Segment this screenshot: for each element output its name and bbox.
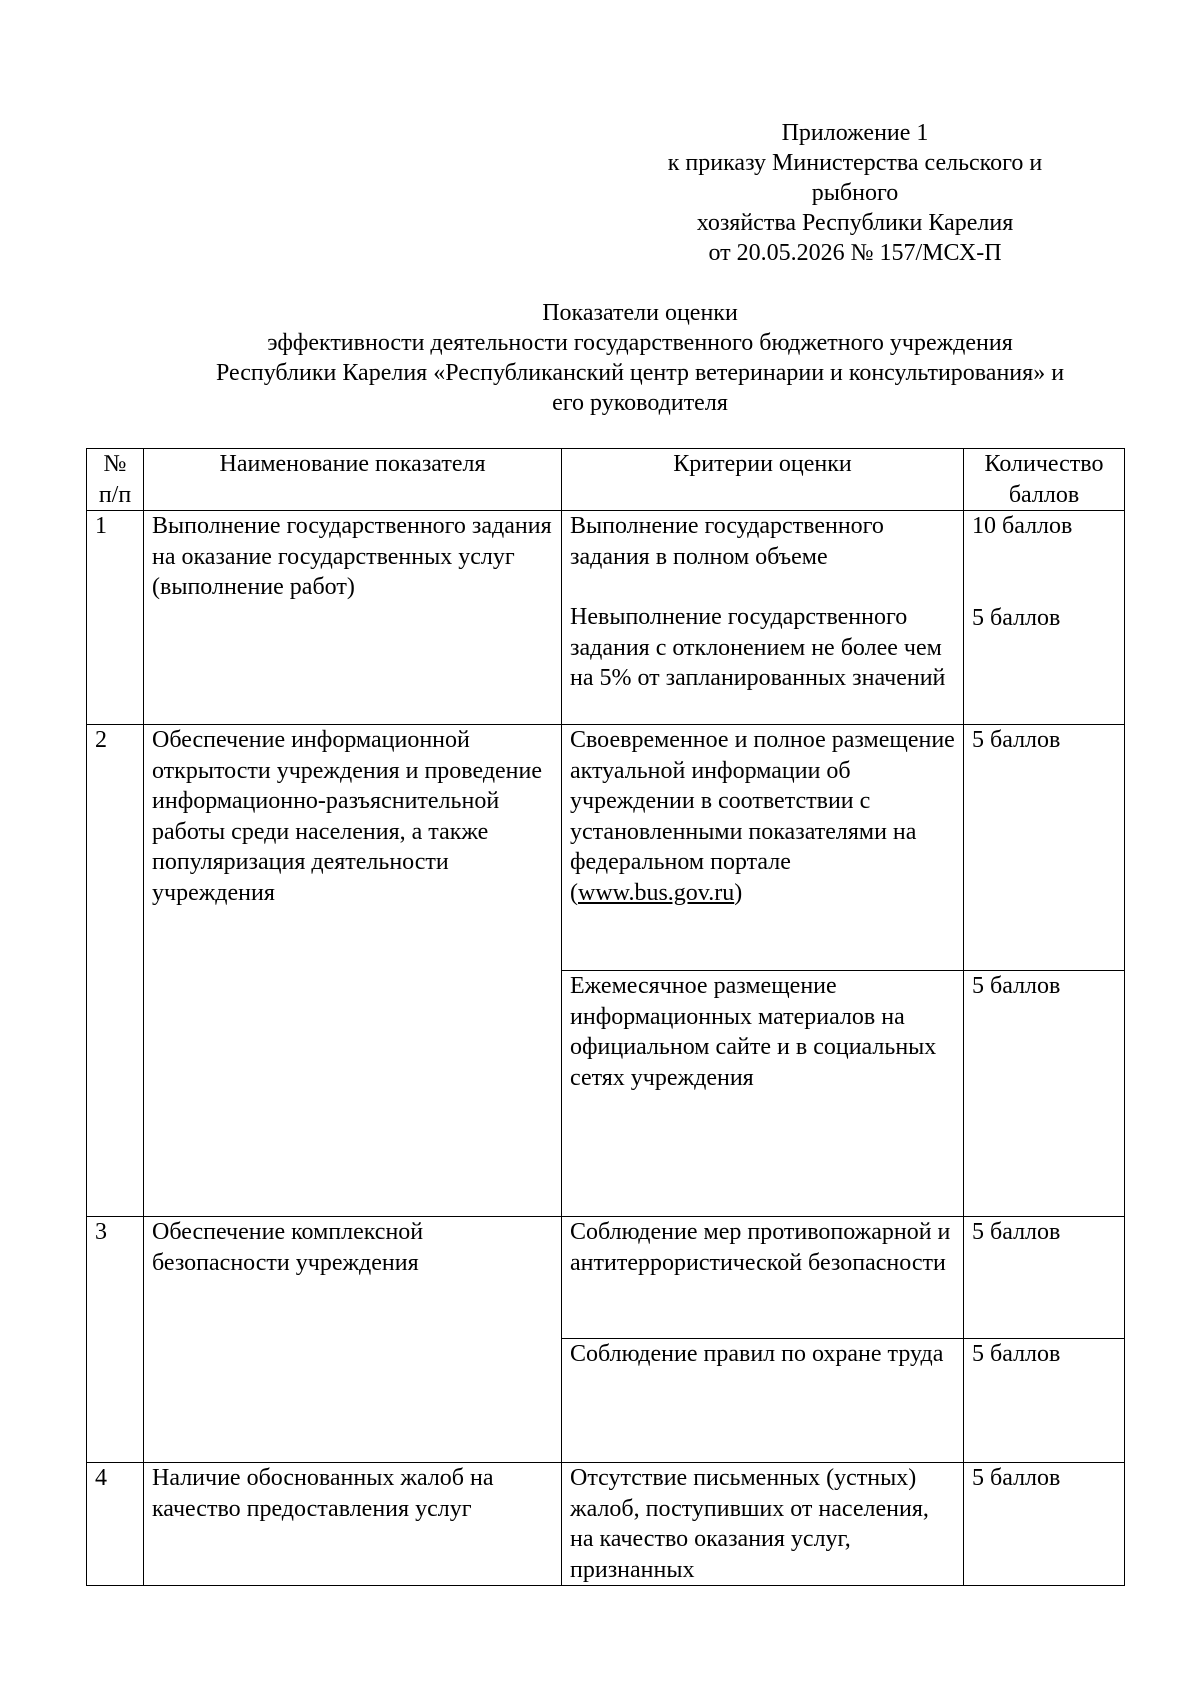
appendix-line: от 20.05.2026 № 157/МСХ-П	[708, 240, 1002, 266]
row-name: Обеспечение информационной открытости учреждения и проведение информационно-разъяснительной работы среди населения, а также популяризация деятельности учреждения	[144, 725, 562, 1217]
row-criteria: Ежемесячное размещение информационных материалов на официальном сайте и в социальных сетях учреждения	[562, 971, 964, 1217]
title-line: его руководителя	[552, 390, 728, 416]
criterion-points: 10 баллов	[972, 513, 1073, 539]
criterion-text: Своевременное и полное размещение актуальной информации об учреждении в соответствии с установленными показателями на федеральном портале (	[570, 727, 955, 906]
row-points: 5 баллов	[964, 1339, 1125, 1463]
portal-link[interactable]: www.bus.gov.ru	[578, 879, 735, 906]
row-points: 5 баллов	[964, 971, 1125, 1217]
row-criteria	[562, 511, 964, 725]
table-row	[87, 725, 1125, 971]
title-line: эффективности деятельности государственного бюджетного учреждения	[267, 330, 1013, 356]
table-row	[87, 511, 1125, 725]
row-num: 2	[87, 725, 144, 1217]
criterion-text: Выполнение государственного задания в полном объеме	[570, 513, 884, 570]
row-num: 4	[87, 1463, 144, 1586]
criterion-text: Невыполнение государственного задания с отклонением не более чем на 5% от запланированных значений	[570, 604, 946, 691]
row-name: Выполнение государственного задания на оказание государственных услуг (выполнение работ)	[144, 511, 562, 725]
row-points: 5 баллов	[964, 1217, 1125, 1339]
row-num: 1	[87, 511, 144, 725]
row-criteria	[562, 725, 964, 971]
header-num: № п/п	[87, 449, 144, 511]
indicators-table	[86, 448, 1125, 1586]
row-points	[964, 511, 1125, 725]
criterion-text-suffix: )	[734, 879, 743, 906]
table-row	[87, 1463, 1125, 1586]
row-name: Наличие обоснованных жалоб на качество предоставления услуг	[144, 1463, 562, 1586]
appendix-line: хозяйства Республики Карелия	[696, 210, 1014, 236]
title-line: Показатели оценки	[542, 300, 738, 326]
appendix-line: рыбного	[811, 180, 899, 206]
title-line: Республики Карелия «Республиканский центр ветеринарии и консультирования» и	[215, 360, 1065, 386]
row-points: 5 баллов	[964, 1463, 1125, 1586]
header-name: Наименование показателя	[144, 449, 562, 511]
row-criteria: Соблюдение мер противопожарной и антитеррористической безопасности	[562, 1217, 964, 1339]
header-points: Количество баллов	[964, 449, 1125, 511]
row-points: 5 баллов	[964, 725, 1125, 971]
header-criteria: Критерии оценки	[562, 449, 964, 511]
document-title	[150, 298, 1130, 418]
table-row	[87, 1217, 1125, 1339]
table-header-row	[87, 449, 1125, 511]
criterion-points: 5 баллов	[972, 604, 1061, 631]
appendix-line: Приложение 1	[781, 120, 929, 146]
appendix-line: к приказу Министерства сельского и	[667, 150, 1043, 176]
row-num: 3	[87, 1217, 144, 1463]
row-name: Обеспечение комплексной безопасности учреждения	[144, 1217, 562, 1463]
row-criteria: Соблюдение правил по охране труда	[562, 1339, 964, 1463]
row-criteria: Отсутствие письменных (устных) жалоб, поступивших от населения, на качество оказания услуг, признанных	[562, 1463, 964, 1586]
appendix-heading	[640, 118, 1070, 268]
